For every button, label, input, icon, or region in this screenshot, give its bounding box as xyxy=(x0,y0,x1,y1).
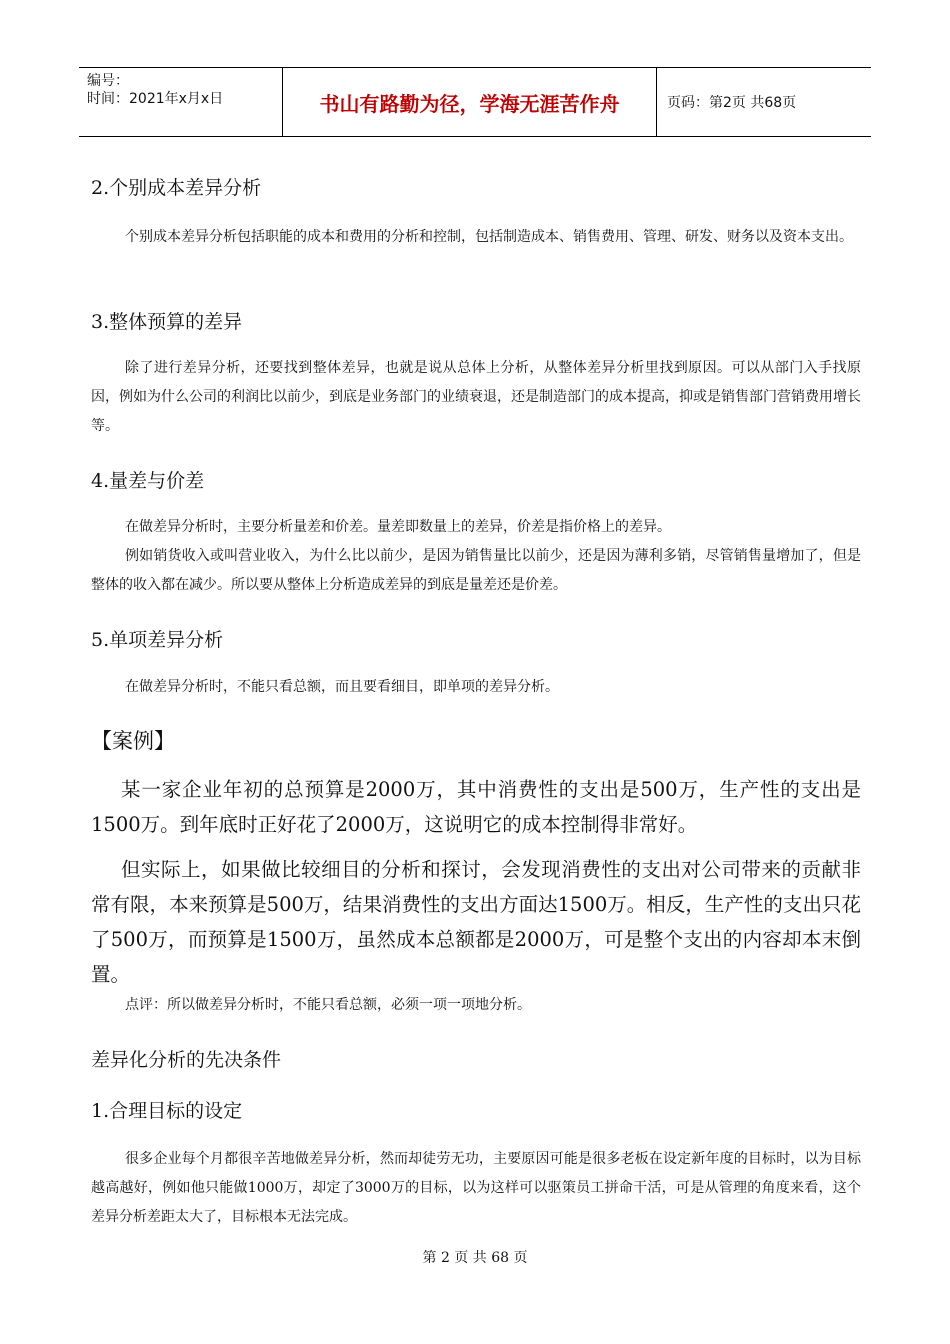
section-4-title: 4.量差与价差 xyxy=(91,470,205,492)
prerequisites-title: 差异化分析的先决条件 xyxy=(91,1049,282,1071)
section-5-title: 5.单项差异分析 xyxy=(91,629,224,651)
section-3-title: 3.整体预算的差异 xyxy=(91,311,243,333)
case-paragraph-1: 某一家企业年初的总预算是2000万，其中消费性的支出是500万，生产性的支出是1500万。到年底时正好花了2000万，这说明它的成本控制得非常好。 xyxy=(91,778,861,836)
case-paragraph-2: 但实际上，如果做比较细目的分析和探讨，会发现消费性的支出对公司带来的贡献非常有限，本来预算是500万，结果消费性的支出方面达1500万。相反，生产性的支出只花了500万，而预算是1500万，虽然成本总额都是2000万，可是整个支出的内容却本末倒置。 xyxy=(91,858,861,986)
section-2-text: 个别成本差异分析包括职能的成本和费用的分析和控制，包括制造成本、销售费用、管理、研发、财务以及资本支出。 xyxy=(125,229,853,245)
header-motto: 书山有路勤为径，学海无涯苦作舟 xyxy=(283,68,657,136)
page-header xyxy=(79,67,871,137)
prerequisite-1-title: 1.合理目标的设定 xyxy=(91,1100,243,1122)
case-comment: 点评：所以做差异分析时，不能只看总额，必须一项一项地分析。 xyxy=(125,997,531,1013)
section-5-text: 在做差异分析时，不能只看总额，而且要看细目，即单项的差异分析。 xyxy=(125,679,559,695)
prerequisite-1-text: 很多企业每个月都很辛苦地做差异分析，然而却徒劳无功，主要原因可能是很多老板在设定新年度的目标时，以为目标越高越好，例如他只能做1000万，却定了3000万的目标，以为这样可以驱策员工拼命干活，可是从管理的角度来看，这个差异分析差距太大了，目标根本无法完成。 xyxy=(91,1151,861,1225)
section-3-text: 除了进行差异分析，还要找到整体差异，也就是说从总体上分析，从整体差异分析里找到原因。可以从部门入手找原因，例如为什么公司的利润比以前少，到底是业务部门的业绩衰退，还是制造部门的成本提高，抑或是销售部门营销费用增长等。 xyxy=(91,360,861,434)
page-footer: 第 2 页 共 68 页 xyxy=(422,1250,528,1266)
date-label: 时间：2021年x月x日 xyxy=(87,91,224,107)
number-label: 编号： xyxy=(87,73,129,89)
section-4-text-2: 例如销货收入或叫营业收入，为什么比以前少，是因为销售量比以前少，还是因为薄利多销，尽管销售量增加了，但是整体的收入都在减少。所以要从整体上分析造成差异的到底是量差还是价差。 xyxy=(91,548,861,593)
section-4-text-1: 在做差异分析时，主要分析量差和价差。量差即数量上的差异，价差是指价格上的差异。 xyxy=(125,519,671,535)
case-title: 【案例】 xyxy=(91,729,175,753)
section-2-title: 2.个别成本差异分析 xyxy=(91,177,262,199)
header-page-info: 页码：第2页 共68页 xyxy=(667,95,797,111)
header-meta xyxy=(79,68,283,136)
